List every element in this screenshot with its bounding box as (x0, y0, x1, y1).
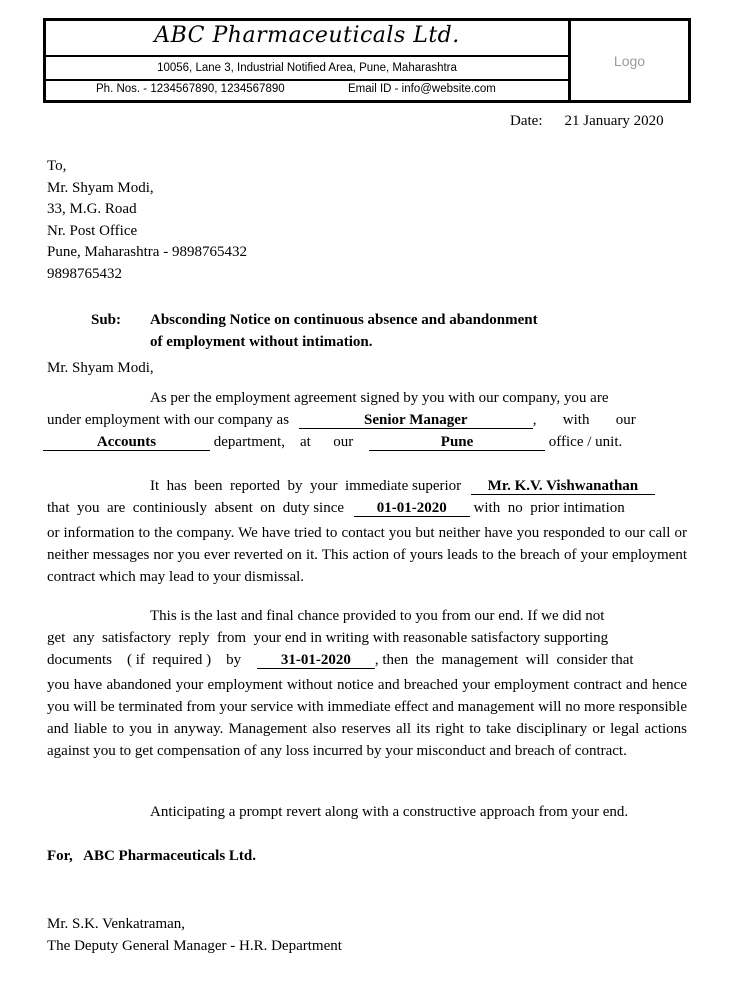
email-id: Email ID - info@website.com (348, 83, 496, 95)
recipient-landmark: Nr. Post Office (47, 222, 138, 239)
company-name: ABC Pharmaceuticals Ltd. (154, 23, 460, 48)
recipient-street: 33, M.G. Road (47, 201, 137, 217)
subject-line-1: Absconding Notice on continuous absence and abandonment (150, 312, 538, 328)
recipient-city: Pune, Maharashtra - 9898765432 (47, 244, 247, 260)
para1-line2: under employment with our company as Senior Manager , with our (47, 412, 636, 428)
salutation: Mr. Shyam Modi, (47, 360, 154, 376)
closing-line: Anticipating a prompt revert along with a constructive approach from your end. (150, 804, 629, 820)
absent-since-field: 01-01-2020 (354, 500, 470, 517)
signatory-name: Mr. S.K. Venkatraman, (47, 916, 186, 932)
letterhead-details (46, 21, 571, 100)
deadline-field: 31-01-2020 (257, 652, 375, 669)
date-label: Date: (510, 113, 543, 129)
date-line (510, 113, 664, 130)
para3-line2: get any satisfactory reply from your end in writing with reasonable satisfactory supporting (47, 630, 609, 646)
para3-line1: This is the last and final chance provided to you from our end. If we did not (150, 608, 605, 624)
logo-placeholder: Logo (613, 53, 646, 69)
subject-text (150, 309, 538, 353)
para3-body: you have abandoned your employment without notice and breached your employment contract and hence you will be terminated from your service with immediate effect and management will no more responsible and liable to you in anyway. Management also reserves all its right to take disciplinary or legal actions against you to get compensation of any loss incurred by your misconduct and breach of contract. (47, 677, 687, 759)
para1-line3: Accounts department, at our Pune office / unit. (43, 434, 622, 451)
superior-field: Mr. K.V. Vishwanathan (471, 478, 655, 495)
letterhead (43, 18, 691, 103)
para3-line3: documents ( if required ) by 31-01-2020 , then the management will consider that (47, 652, 634, 668)
contact-row (46, 79, 568, 100)
subject-label: Sub: (91, 312, 122, 328)
company-address: 10056, Lane 3, Industrial Notified Area, Pune, Maharashtra (46, 55, 568, 81)
signatory-block (47, 913, 342, 957)
recipient-phone: 9898765432 (47, 265, 122, 282)
phone-numbers: Ph. Nos. - 1234567890, 1234567890 (96, 83, 285, 95)
department-field: Accounts (43, 434, 210, 451)
para2-body: or information to the company. We have tried to contact you but neither have you responded to our call or neither messages nor you ever reverted on it. This action of yours leads to the breach of your employment contract which may lead to your dismissal. (47, 525, 687, 585)
date-value: 21 January 2020 (564, 113, 664, 129)
recipient-address (47, 156, 247, 285)
signatory-title: The Deputy General Manager - H.R. Department (47, 938, 342, 954)
para1-line1: As per the employment agreement signed by you with our company, you are (150, 390, 609, 406)
designation-field: Senior Manager (299, 412, 533, 429)
to-label: To, (47, 158, 67, 174)
subject-line-2: of employment without intimation. (150, 334, 373, 350)
para2-line1: It has been reported by your immediate superior Mr. K.V. Vishwanathan (150, 478, 655, 495)
for-company: For, ABC Pharmaceuticals Ltd. (47, 848, 257, 864)
para2-line2: that you are continiously absent on duty since 01-01-2020 with no prior intimation (47, 500, 625, 516)
recipient-name: Mr. Shyam Modi, (47, 179, 154, 196)
location-field: Pune (369, 434, 545, 451)
